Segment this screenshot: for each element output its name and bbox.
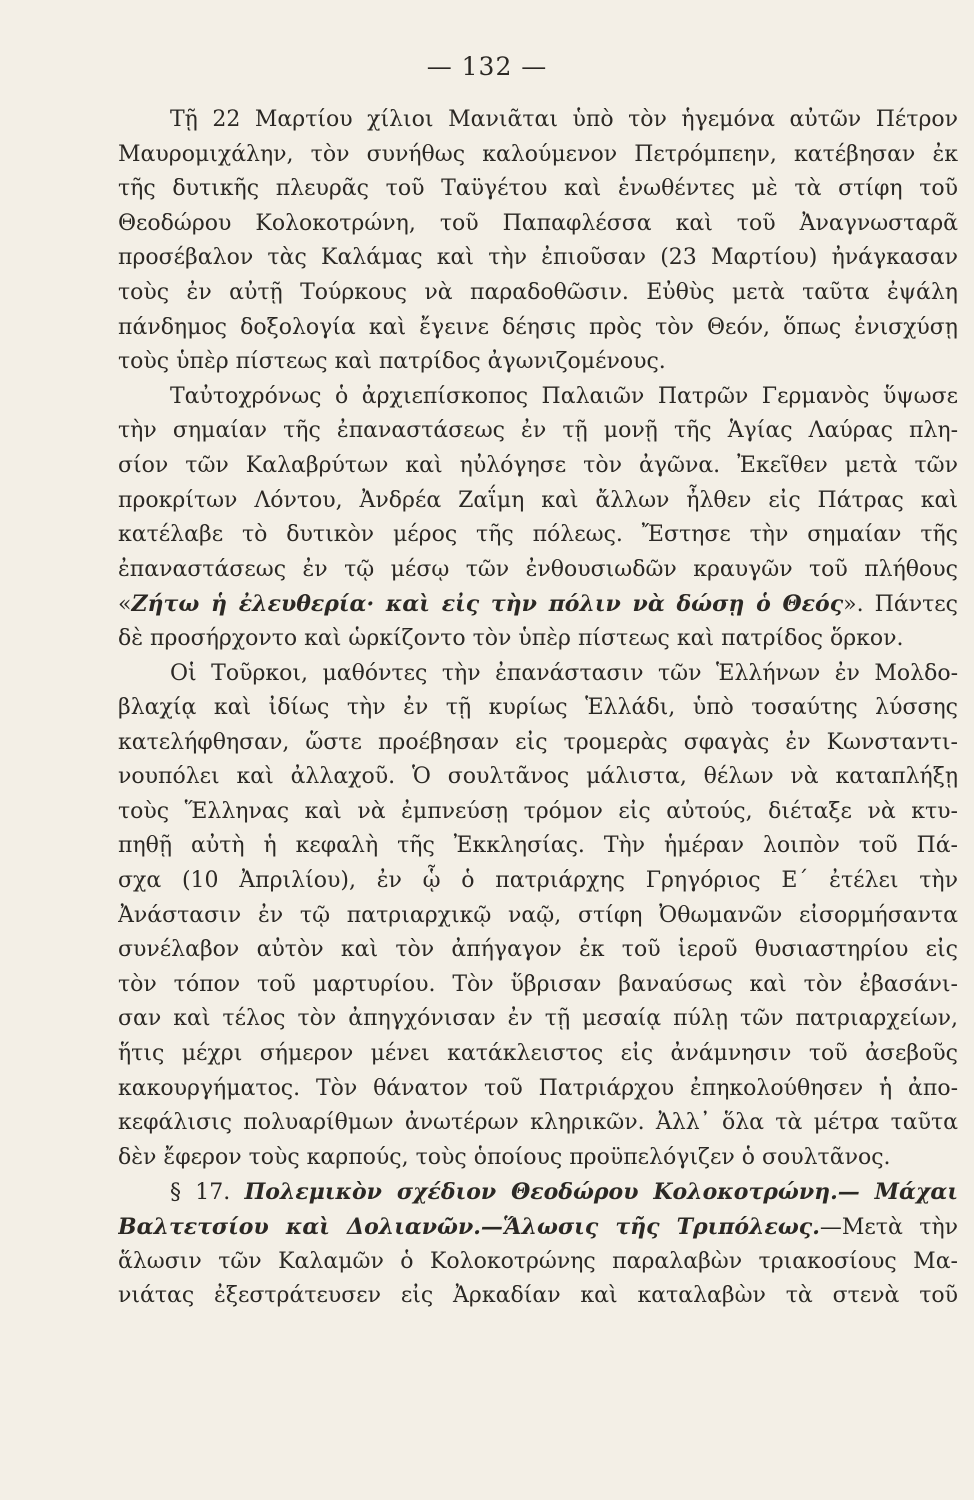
text-line — [118, 760, 958, 795]
text-line — [118, 1141, 958, 1176]
line-text: Τῇ 22 Μαρτίου χίλιοι Μανιᾶται ὑπὸ τὸν ἡγεμόνα αὐτῶν Πέτρον — [170, 107, 958, 132]
line-text: ἐπαναστάσεως ἐν τῷ μέσῳ τῶν ἐνθουσιωδῶν κραυγῶν τοῦ πλήθους — [118, 556, 958, 582]
line-text: πάνδημος δοξολογία καὶ ἔγεινε δέησις πρὸς τὸν Θεόν, ὅπως ἐνισχύσῃ — [118, 314, 958, 340]
text-line — [118, 726, 958, 761]
text-line — [118, 345, 958, 380]
text-line — [118, 449, 958, 484]
text-line — [118, 518, 958, 553]
line-text: Μαυρομιχάλην, τὸν συνήθως καλούμενον Πετρόμπεην, κατέβησαν ἐκ — [118, 141, 958, 167]
bold-italic-text: Βαλτετσίου καὶ Δολιανῶν.—Ἅλωσις τῆς Τριπόλεως. — [118, 1214, 820, 1240]
text-line — [118, 207, 958, 242]
text-line — [118, 276, 958, 311]
text-line — [118, 311, 958, 346]
bold-italic-text: Ζήτω ἡ ἐλευθερία· καὶ εἰς τὴν πόλιν νὰ δώσῃ ὁ Θεός — [131, 591, 844, 618]
line-text: δὲ προσήρχοντο καὶ ὡρκίζοντο τὸν ὑπὲρ πίστεως καὶ πατρίδος ὅρκον. — [118, 625, 904, 651]
text-line — [118, 1037, 958, 1072]
line-text: τοὺς ἐν αὐτῇ Τούρκους νὰ παραδοθῶσιν. Εὐθὺς μετὰ ταῦτα ἐψάλη — [118, 279, 958, 305]
line-text: προσέβαλον τὰς Καλάμας καὶ τὴν ἐπιοῦσαν (23 Μαρτίου) ἠνάγκασαν — [118, 245, 958, 271]
line-text: προκρίτων Λόντου, Ἀνδρέα Ζαΐμη καὶ ἄλλων ἦλθεν εἰς Πάτρας καὶ — [118, 487, 958, 513]
line-text: τῆς δυτικῆς πλευρᾶς τοῦ Ταϋγέτου καὶ ἑνωθέντες μὲ τὰ στίφη τοῦ — [118, 176, 958, 202]
text-line — [118, 103, 958, 138]
line-text: συνέλαβον αὐτὸν καὶ τὸν ἀπήγαγον ἐκ τοῦ ἱεροῦ θυσιαστηρίου εἰς — [118, 937, 958, 963]
text-line — [118, 829, 958, 864]
line-text: τὸν τόπον τοῦ μαρτυρίου. Τὸν ὕβρισαν βαναύσως καὶ τὸν ἐβασάνι- — [118, 971, 958, 997]
line-text: πηθῇ αὐτὴ ἡ κεφαλὴ τῆς Ἐκκλησίας. Τὴν ἡμέραν λοιπὸν τοῦ Πά- — [118, 833, 958, 859]
text-line — [118, 1175, 958, 1210]
line-text: κατελήφθησαν, ὥστε προέβησαν εἰς τρομερὰς σφαγὰς ἐν Κωνσταντι- — [118, 729, 958, 755]
line-text: —Μετὰ τὴν — [819, 1215, 958, 1240]
line-text: δὲν ἔφερον τοὺς καρπούς, τοὺς ὁποίους προϋπελόγιζεν ὁ σουλτᾶνος. — [118, 1144, 891, 1170]
line-text: κατέλαβε τὸ δυτικὸν μέρος τῆς πόλεως. Ἔστησε τὴν σημαίαν τῆς — [118, 522, 958, 548]
text-line — [118, 138, 958, 173]
line-text: Οἱ Τοῦρκοι, μαθόντες τὴν ἐπανάστασιν τῶν Ἑλλήνων ἐν Μολδο- — [170, 660, 958, 686]
text-line — [118, 484, 958, 519]
text-line — [118, 864, 958, 899]
line-text: σίον τῶν Καλαβρύτων καὶ ηὐλόγησε τὸν ἀγῶνα. Ἐκεῖθεν μετὰ τῶν — [118, 452, 958, 478]
line-text: Ἀνάστασιν ἐν τῷ πατριαρχικῷ ναῷ, στίφη Ὀθωμανῶν εἰσορμήσαντα — [118, 902, 958, 928]
text-line — [118, 587, 958, 622]
text-line — [118, 933, 958, 968]
line-text: Ταὐτοχρόνως ὁ ἀρχιεπίσκοπος Παλαιῶν Πατρῶν Γερμανὸς ὕψωσε — [170, 383, 958, 409]
text-line — [118, 1279, 958, 1314]
line-text: σχα (10 Ἀπριλίου), ἐν ᾧ ὁ πατριάρχης Γρηγόριος Ε΄ ἐτέλει τὴν — [118, 868, 958, 894]
text-line — [118, 899, 958, 934]
body-text — [118, 103, 958, 1314]
line-text: βλαχίᾳ καὶ ἰδίως τὴν ἐν τῇ κυρίως Ἑλλάδι, ὑπὸ τοσαύτης λύσσης — [118, 695, 958, 721]
text-line — [118, 795, 958, 830]
line-text: κακουργήματος. Τὸν θάνατον τοῦ Πατριάρχου ἐπηκολούθησεν ἡ ἀπο- — [118, 1075, 958, 1101]
line-text: τὴν σημαίαν τῆς ἐπαναστάσεως ἐν τῇ μονῇ τῆς Ἁγίας Λαύρας πλη- — [118, 418, 958, 444]
line-text: τοὺς ὑπὲρ πίστεως καὶ πατρίδος ἀγωνιζομένους. — [118, 349, 666, 375]
line-text: ἥτις μέχρι σήμερον μένει κατάκλειστος εἰς ἀνάμνησιν τοῦ ἀσεβοῦς — [118, 1041, 958, 1067]
line-text: ἅλωσιν τῶν Καλαμῶν ὁ Κολοκοτρώνης παραλαβὼν τριακοσίους Μα- — [118, 1248, 958, 1274]
text-line — [118, 1002, 958, 1037]
text-line — [118, 172, 958, 207]
text-line — [118, 380, 958, 415]
line-text: κεφάλισις πολυαρίθμων ἀνωτέρων κληρικῶν. Ἀλλ᾽ ὅλα τὰ μέτρα ταῦτα — [118, 1110, 958, 1136]
line-text: τοὺς Ἕλληνας καὶ νὰ ἐμπνεύσῃ τρόμον εἰς αὐτούς, διέταξε νὰ κτυ- — [118, 798, 958, 824]
text-line — [118, 691, 958, 726]
line-prefix: « — [118, 592, 132, 618]
text-line — [118, 241, 958, 276]
text-line — [118, 968, 958, 1003]
text-line — [118, 553, 958, 588]
text-line — [118, 1072, 958, 1107]
line-text: νουπόλει καὶ ἀλλαχοῦ. Ὁ σουλτᾶνος μάλιστα, θέλων νὰ καταπλήξῃ — [118, 764, 958, 790]
line-text: νιάτας ἐξεστράτευσεν εἰς Ἀρκαδίαν καὶ καταλαβὼν τὰ στενὰ τοῦ — [118, 1283, 958, 1309]
text-line — [118, 1106, 958, 1141]
bold-italic-text: Πολεμικὸν σχέδιον Θεοδώρου Κολοκοτρώνη.— Μάχαι — [244, 1179, 958, 1206]
text-line — [118, 1245, 958, 1280]
text-line — [118, 657, 958, 692]
line-prefix: § 17. — [170, 1180, 245, 1206]
line-text: ». Πάντες — [843, 592, 958, 618]
text-line — [118, 1210, 958, 1245]
line-text: σαν καὶ τέλος τὸν ἀπηγχόνισαν ἐν τῇ μεσαίᾳ πύλῃ τῶν πατριαρχείων, — [118, 1006, 958, 1032]
page-number: — 132 — — [426, 52, 548, 81]
line-text: Θεοδώρου Κολοκοτρώνη, τοῦ Παπαφλέσσα καὶ τοῦ Ἀναγνωσταρᾶ — [118, 210, 958, 236]
text-line — [118, 622, 958, 657]
text-line — [118, 414, 958, 449]
